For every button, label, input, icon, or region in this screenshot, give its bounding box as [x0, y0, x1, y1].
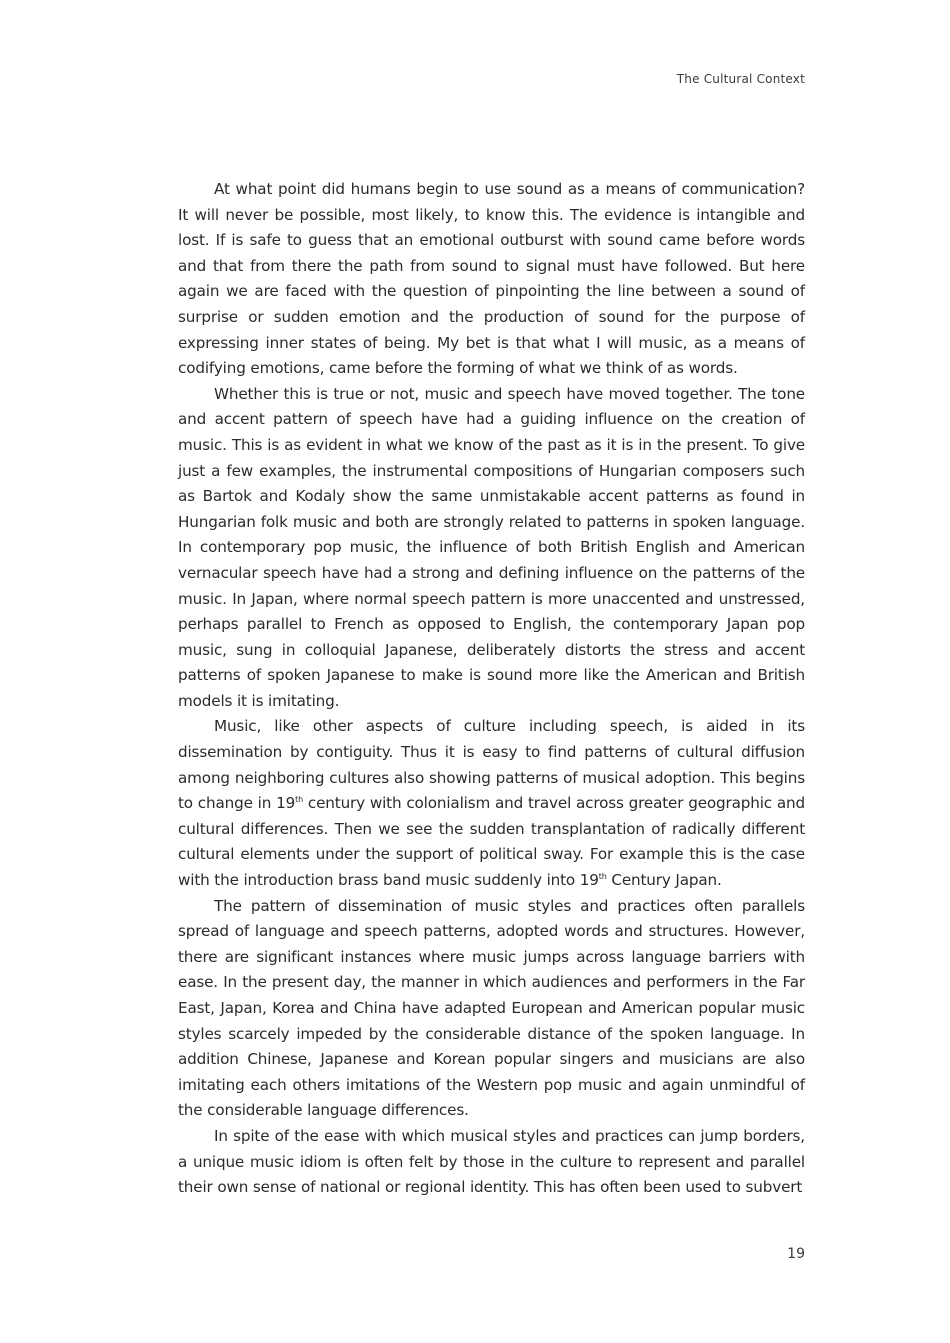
page-number: 19 — [787, 1246, 805, 1262]
paragraph-3 — [178, 714, 805, 893]
paragraph-5: In spite of the ease with which musical styles and practices can jump borders, a unique music idiom is often felt by those in the culture to represent and parallel their own sense of national or regional identity. This has often been used to subvert — [178, 1126, 805, 1197]
running-header: The Cultural Context — [676, 72, 805, 86]
ordinal-suffix: th — [598, 871, 607, 881]
paragraph-4: The pattern of dissemination of music styles and practices often parallels spread of language and speech patterns, adopted words and structures. However, there are significant instances where music jumps across language barriers with ease. In the present day, the manner in which audiences and performers in the Far East, Japan, Korea and China have adapted European and American popular music styles scarcely impeded by the considerable distance of the spoken language. In addition Chinese, Japanese and Korean popular singers and musicians are also imitating each others imitations of the Western pop music and again unmindful of the considerable language differences. — [178, 896, 805, 1120]
paragraph-1: At what point did humans begin to use sound as a means of communication? It will never be possible, most likely, to know this. The evidence is intangible and lost. If is safe to guess that an emotional outburst with sound came before words and that from there the path from sound to signal must have followed. But here again we are faced with the question of pinpointing the line between a sound of surprise or sudden emotion and the production of sound for the purpose of expressing inner states of being. My bet is that what I will music, as a means of codifying emotions, came before the forming of what we think of as words. — [178, 180, 805, 378]
paragraph-3-text-3: Century Japan. — [606, 871, 722, 890]
paragraph-3-text-2: century with colonialism and travel across greater geographic and cultural differences. Then we see the sudden transplantation of radically different cultural elements under the support of political sway. For example this is the case with the introduction brass band music suddenly into 19 — [178, 794, 805, 890]
ordinal-suffix: th — [295, 795, 304, 805]
paragraph-3-text-1: Music, like other aspects of culture including speech, is aided in its dissemination by contiguity. Thus it is easy to find patterns of cultural diffusion among neighboring cultures also showing patterns of musical adoption. This begins to change in 19 — [178, 717, 805, 813]
body-text — [178, 177, 805, 1201]
paragraph-2: Whether this is true or not, music and speech have moved together. The tone and accent pattern of speech have had a guiding influence on the creation of music. This is as evident in what we know of the past as it is in the present. To give just a few examples, the instrumental compositions of Hungarian composers such as Bartok and Kodaly show the same unmistakable accent patterns as found in Hungarian folk music and both are strongly related to patterns in spoken language. In contemporary pop music, the influence of both British English and American vernacular speech have had a strong and defining influence on the patterns of the music. In Japan, where normal speech pattern is more unaccented and unstressed, perhaps parallel to French as opposed to English, the contemporary Japan pop music, sung in colloquial Japanese, deliberately distorts the stress and accent patterns of spoken Japanese to make is sound more like the American and British models it is imitating. — [178, 384, 805, 710]
